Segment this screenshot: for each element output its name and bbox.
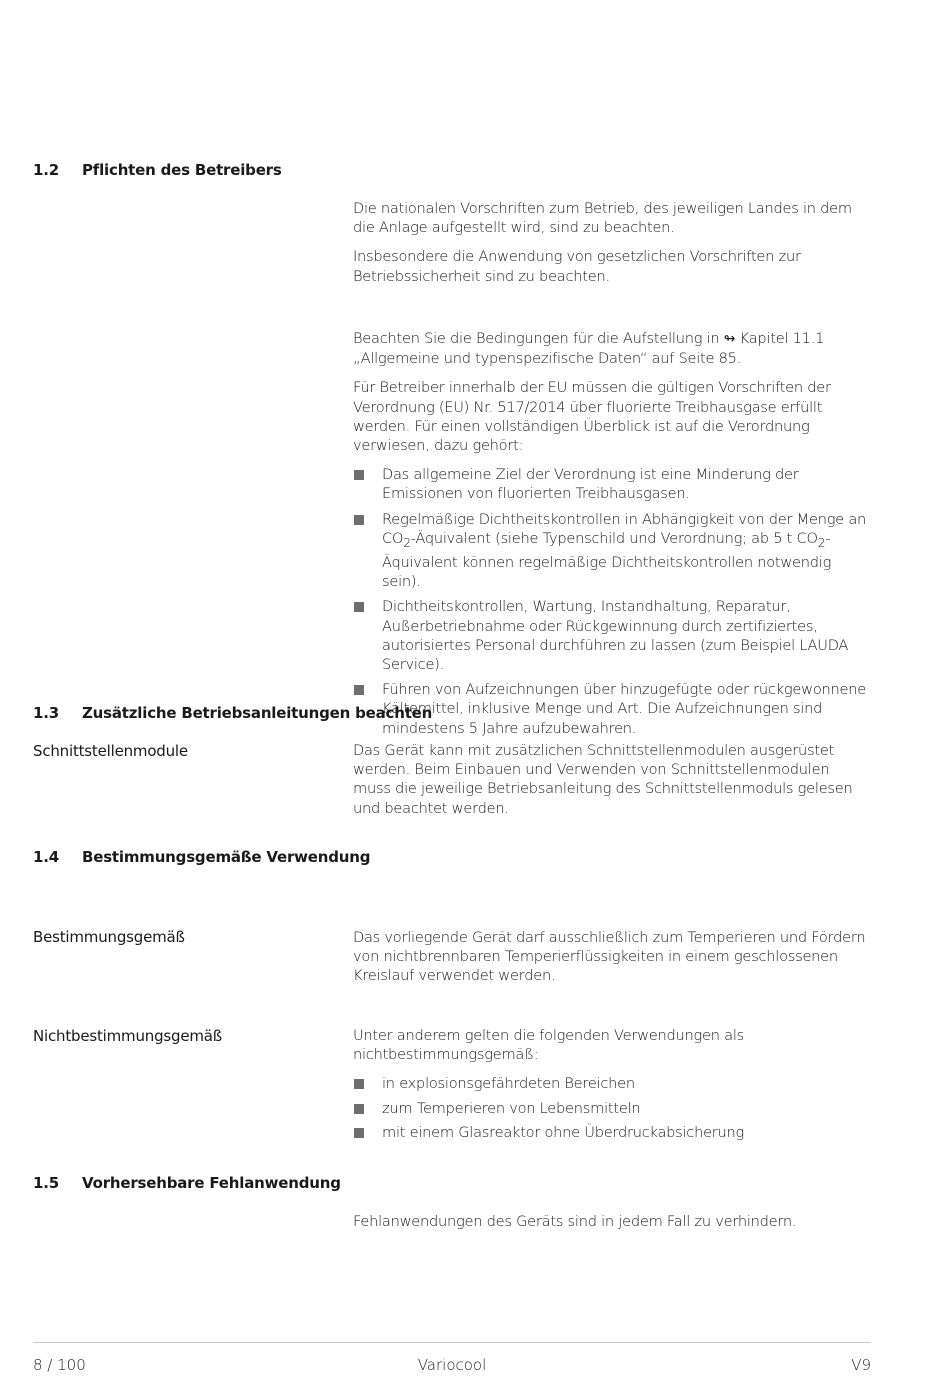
section-body [353, 1026, 871, 1147]
section-number: 1.4 [33, 848, 59, 866]
list-item-text: Führen von Aufzeichnungen über hinzugefügte oder rückgewonnene Kältemittel, inklusive Menge und Art. Die Aufzeichnungen sind mindestens 5 Jahre aufzubewahren. [382, 681, 866, 737]
version-label: V9 [851, 1356, 871, 1374]
paragraph [353, 329, 871, 368]
subscript: 2 [817, 535, 826, 550]
list-item-text: mit einem Glasreaktor ohne Überdruckabsicherung [382, 1123, 745, 1141]
list-item [353, 1074, 871, 1093]
list-item-text: -Äquivalent können regelmäßige Dichtheitskontrollen notwendig sein). [382, 529, 832, 591]
list-item [353, 510, 871, 592]
paragraph: Unter anderem gelten die folgenden Verwendungen als nichtbestimmungsgemäß: [353, 1027, 745, 1064]
section-title: Pflichten des Betreibers [82, 161, 282, 179]
section-number: 1.2 [33, 161, 59, 179]
paragraph: Fehlanwendungen des Geräts sind in jedem Fall zu verhindern. [353, 1213, 797, 1230]
list-item-text: zum Temperieren von Lebensmitteln [382, 1099, 641, 1117]
section-body [353, 329, 871, 744]
square-bullet-icon [354, 1104, 364, 1114]
list-item-text: Das allgemeine Ziel der Verordnung ist eine Minderung der Emissionen von fluorierten Treibhausgasen. [382, 466, 799, 503]
square-bullet-icon [354, 602, 364, 612]
square-bullet-icon [354, 515, 364, 525]
list-item-text: in explosionsgefährdeten Bereichen [382, 1075, 635, 1093]
section-title: Vorhersehbare Fehlanwendung [82, 1174, 341, 1192]
side-heading: Schnittstellenmodule [33, 742, 188, 760]
paragraph: Insbesondere die Anwendung von gesetzlichen Vorschriften zur Betriebssicherheit sind zu beachten. [353, 248, 801, 285]
paragraph: Für Betreiber innerhalb der EU müssen die gültigen Vorschriften der Verordnung (EU) Nr. 517/2014 über fluorierte Treibhausgase erfüllt werden. Für einen vollständigen Überblick ist auf die Verordnung verwiesen, dazu gehört: [353, 379, 831, 455]
list-item [353, 1123, 871, 1142]
subscript: 2 [403, 535, 411, 550]
section-body [353, 199, 871, 296]
paragraph-text: . [736, 350, 742, 368]
bullet-list [353, 465, 871, 738]
chapter-link[interactable]: Kapitel 11.1 „Allgemeine und typenspezifische Daten“ auf Seite 85 [353, 330, 825, 368]
square-bullet-icon [354, 470, 364, 480]
side-heading: Nichtbestimmungsgemäß [33, 1027, 223, 1045]
list-item-text: Dichtheitskontrollen, Wartung, Instandhaltung, Reparatur, Außerbetriebnahme oder Rückgewinnung durch zertifiziertes, autorisiertes Personal durchführen zu lassen (zum Beispiel LAUDA Service). [382, 598, 849, 673]
list-item [353, 465, 871, 503]
paragraph: Die nationalen Vorschriften zum Betrieb, des jeweiligen Landes in dem die Anlage aufgestellt wird, sind zu beachten. [353, 200, 852, 237]
side-heading: Bestimmungsgemäß [33, 928, 185, 946]
section-number: 1.5 [33, 1174, 59, 1192]
section-body [353, 1212, 871, 1241]
paragraph: Das vorliegende Gerät darf ausschließlich zum Temperieren und Fördern von nichtbrennbaren Temperierflüssigkeiten in einem geschlossenen Kreislauf verwendet werden. [353, 929, 866, 985]
bullet-list [353, 1074, 871, 1142]
square-bullet-icon [354, 685, 364, 695]
list-item-text: -Äquivalent (siehe Typenschild und Verordnung; ab 5 t CO [410, 529, 818, 547]
list-item [353, 1099, 871, 1118]
section-body [353, 741, 871, 828]
paragraph-text: Beachten Sie die Bedingungen für die Aufstellung in [353, 330, 724, 347]
square-bullet-icon [354, 1079, 364, 1089]
section-title: Bestimmungsgemäße Verwendung [82, 848, 371, 866]
footer-divider [33, 1342, 871, 1343]
product-name: Variocool [417, 1356, 487, 1374]
section-number: 1.3 [33, 704, 59, 722]
list-item [353, 597, 871, 674]
section-body [353, 928, 871, 996]
link-arrow-icon: ↬︎ [723, 331, 736, 347]
list-item-text: Regelmäßige Dichtheitskontrollen in Abhängigkeit von der Menge an CO [382, 510, 867, 547]
square-bullet-icon [354, 1128, 364, 1138]
paragraph: Das Gerät kann mit zusätzlichen Schnittstellenmodulen ausgerüstet werden. Beim Einbauen und Verwenden von Schnittstellenmodulen muss die jeweilige Betriebsanleitung des Schnittstellenmoduls gelesen und beachtet werden. [353, 742, 853, 817]
section-title: Zusätzliche Betriebsanleitungen beachten [82, 704, 433, 722]
page-number: 8 / 100 [33, 1356, 86, 1374]
